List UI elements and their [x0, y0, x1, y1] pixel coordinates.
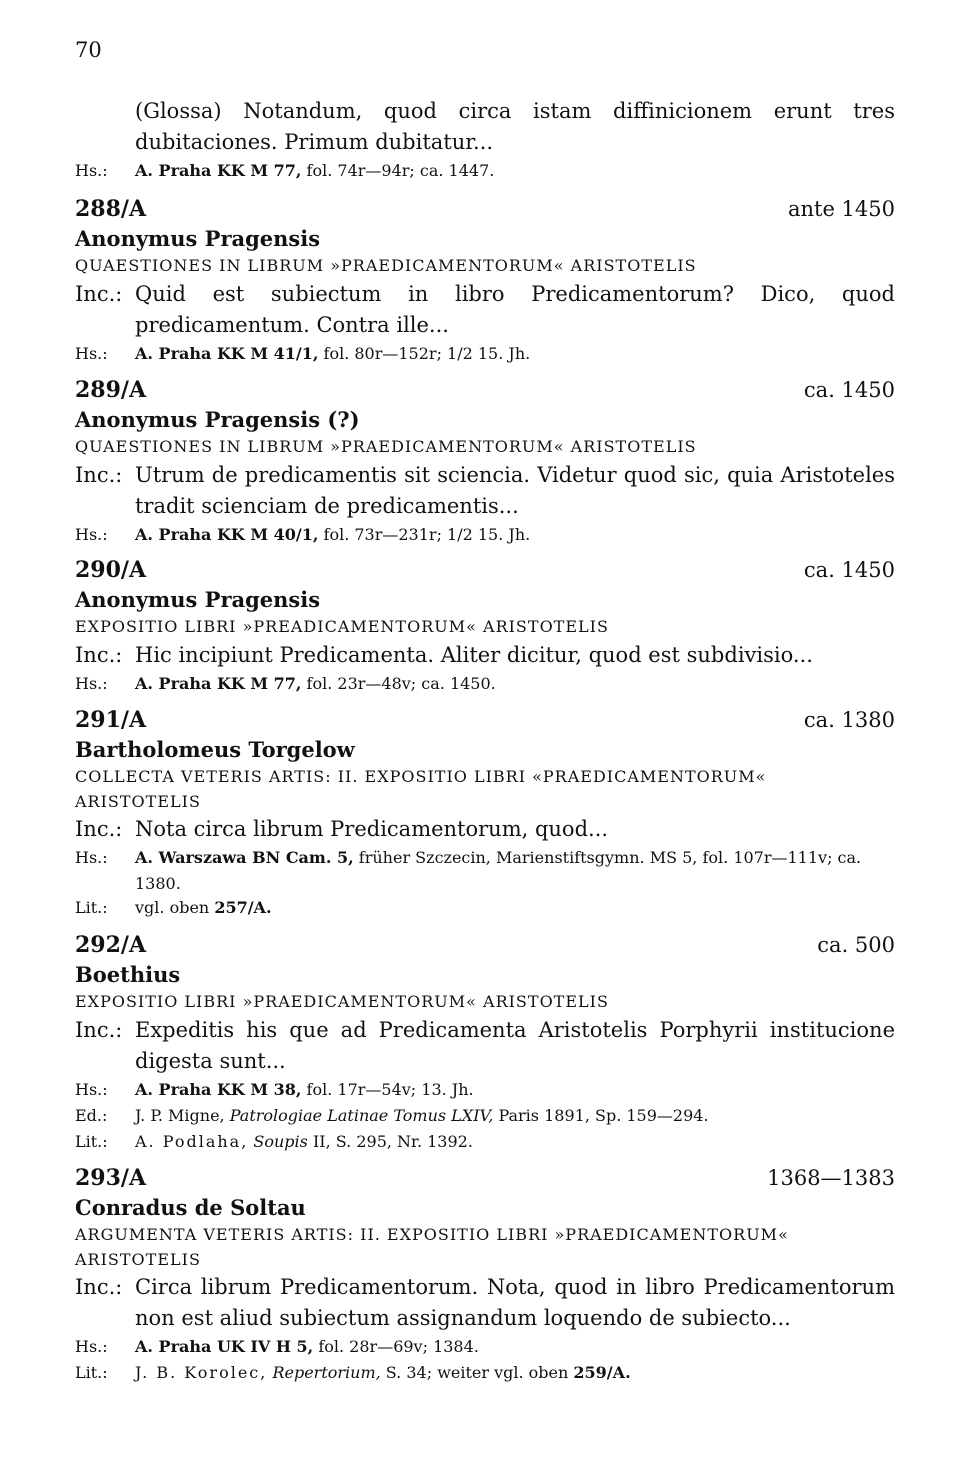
literature-label: Lit.: — [75, 898, 108, 917]
entry-title: EXPOSITIO LIBRI »PRAEDICAMENTORUM« ARISTOTELIS — [75, 992, 609, 1011]
entry-title: QUAESTIONES IN LIBRUM »PRAEDICAMENTORUM« ARISTOTELIS — [75, 437, 697, 456]
entry-date: ante 1450 — [787, 197, 895, 221]
incipit-label: Inc.: — [75, 1275, 123, 1299]
manuscript-text — [135, 671, 895, 697]
folio-info: fol. 17r—54v; 13. Jh. — [301, 1080, 474, 1099]
literature-text — [135, 1360, 895, 1386]
entry-number: 290/A — [75, 557, 147, 583]
catalog-entry-293 — [75, 1163, 895, 1386]
entry-author: Boethius — [75, 962, 181, 987]
entry-author: Conradus de Soltau — [75, 1195, 306, 1220]
entry-title: ARGUMENTA VETERIS ARTIS: II. EXPOSITIO LIBRI »PRAEDICAMENTORUM« ARISTOTELIS — [75, 1225, 789, 1269]
entry-author: Bartholomeus Torgelow — [75, 737, 355, 762]
incipit-text: (Glossa) Notandum, quod circa istam diffinicionem erunt tres dubitaciones. Primum dubitatur... — [135, 99, 895, 154]
literature-work: Soupis — [253, 1132, 308, 1151]
incipit-text: Hic incipiunt Predicamenta. Aliter dicitur, quod est subdivisio... — [135, 643, 813, 667]
literature-author: J. B. Korolec, — [135, 1363, 268, 1382]
cross-reference: 257/A. — [214, 898, 272, 917]
entry-number: 292/A — [75, 932, 147, 958]
literature-label: Lit.: — [75, 1132, 108, 1151]
folio-info: fol. 23r—48v; ca. 1450. — [301, 674, 496, 693]
entry-date: ca. 500 — [817, 933, 895, 957]
incipit-text: Circa librum Predicamentorum. Nota, quod in libro Predicamentorum non est aliud subiectum assignandum loquendo de subiecto... — [135, 1275, 895, 1330]
entry-author: Anonymus Pragensis — [75, 226, 321, 251]
entry-date: 1368—1383 — [767, 1166, 895, 1190]
incipit-label: Inc.: — [75, 463, 123, 487]
catalog-entry-292 — [75, 930, 895, 1155]
incipit-label: Inc.: — [75, 1018, 123, 1042]
incipit-label: Inc.: — [75, 282, 123, 306]
manuscript-line — [75, 845, 895, 895]
incipit-text: Nota circa librum Predicamentorum, quod... — [135, 817, 609, 841]
incipit-line — [75, 1015, 895, 1077]
shelfmark: A. Praha KK M 77, — [135, 674, 302, 693]
folio-info: fol. 73r—231r; 1/2 15. Jh. — [318, 525, 531, 544]
literature-details: II, S. 295, Nr. 1392. — [307, 1132, 473, 1151]
folio-info: früher Szczecin, Marienstiftsgymn. MS 5, fol. 107r—111v; ca. 1380. — [135, 848, 862, 893]
manuscript-label: Hs.: — [75, 848, 108, 867]
incipit-text: Expeditis his que ad Predicamenta Aristotelis Porphyrii institucione digesta sunt... — [135, 1018, 895, 1073]
entry-number: 293/A — [75, 1165, 147, 1191]
incipit-text: Quid est subiectum in libro Predicamentorum? Dico, quod predicamentum. Contra ille... — [135, 282, 895, 337]
entry-heading — [75, 375, 895, 405]
entry-number: 291/A — [75, 707, 147, 733]
incipit-line — [75, 460, 895, 522]
catalog-entry-289 — [75, 375, 895, 548]
incipit-line — [75, 1272, 895, 1334]
shelfmark: A. Praha KK M 40/1, — [135, 525, 319, 544]
entry-heading — [75, 1163, 895, 1193]
manuscript-line — [75, 1077, 895, 1103]
manuscript-line — [75, 1334, 895, 1360]
literature-text — [135, 895, 895, 921]
manuscript-line — [75, 522, 895, 548]
shelfmark: A. Praha UK IV H 5, — [135, 1337, 314, 1356]
shelfmark: A. Praha KK M 41/1, — [135, 344, 319, 363]
manuscript-label: Hs.: — [75, 674, 108, 693]
manuscript-label: Hs.: — [75, 161, 108, 180]
literature-work: Repertorium, — [272, 1363, 381, 1382]
manuscript-label: Hs.: — [75, 344, 108, 363]
entry-number: 288/A — [75, 196, 147, 222]
entry-author: Anonymus Pragensis — [75, 587, 321, 612]
manuscript-line — [75, 671, 895, 697]
edition-label: Ed.: — [75, 1106, 108, 1125]
manuscript-line — [75, 158, 895, 184]
edition-work: Patrologiae Latinae Tomus LXIV, — [229, 1106, 494, 1125]
edition-line — [75, 1103, 895, 1129]
continued-entry — [75, 96, 895, 184]
entry-title: QUAESTIONES IN LIBRUM »PRAEDICAMENTORUM« ARISTOTELIS — [75, 256, 697, 275]
folio-info: fol. 28r—69v; 1384. — [313, 1337, 479, 1356]
entry-heading — [75, 194, 895, 224]
manuscript-text — [135, 341, 895, 367]
literature-label: Lit.: — [75, 1363, 108, 1382]
folio-info: fol. 74r—94r; ca. 1447. — [301, 161, 495, 180]
shelfmark: A. Praha KK M 77, — [135, 161, 302, 180]
incipit-label: Inc.: — [75, 817, 123, 841]
entry-date: ca. 1450 — [803, 558, 895, 582]
incipit-continued — [75, 96, 895, 158]
entry-author: Anonymus Pragensis (?) — [75, 407, 360, 432]
entry-date: ca. 1450 — [803, 378, 895, 402]
incipit-text: Utrum de predicamentis sit sciencia. Videtur quod sic, quia Aristoteles tradit scienciam de predicamentis... — [135, 463, 895, 518]
edition-text — [135, 1103, 895, 1129]
incipit-label: Inc.: — [75, 643, 123, 667]
entry-title: EXPOSITIO LIBRI »PREADICAMENTORUM« ARISTOTELIS — [75, 617, 609, 636]
entry-number: 289/A — [75, 377, 147, 403]
cross-reference: 259/A. — [573, 1363, 631, 1382]
literature-text — [135, 1129, 895, 1155]
manuscript-label: Hs.: — [75, 1337, 108, 1356]
entry-heading — [75, 555, 895, 585]
manuscript-text — [135, 522, 895, 548]
manuscript-label: Hs.: — [75, 1080, 108, 1099]
entry-date: ca. 1380 — [803, 708, 895, 732]
literature-line — [75, 1129, 895, 1155]
manuscript-text — [135, 158, 895, 184]
edition-details: Paris 1891, Sp. 159—294. — [493, 1106, 709, 1125]
edition-author: J. P. Migne, — [135, 1106, 225, 1125]
folio-info: fol. 80r—152r; 1/2 15. Jh. — [318, 344, 531, 363]
incipit-line — [75, 814, 895, 845]
literature-details: S. 34; weiter vgl. oben — [380, 1363, 574, 1382]
literature-line — [75, 1360, 895, 1386]
catalog-entry-291 — [75, 705, 895, 921]
catalog-entry-288 — [75, 194, 895, 367]
manuscript-line — [75, 341, 895, 367]
literature-author: A. Podlaha, — [135, 1132, 249, 1151]
shelfmark: A. Praha KK M 38, — [135, 1080, 302, 1099]
catalog-entry-290 — [75, 555, 895, 697]
entry-heading — [75, 930, 895, 960]
manuscript-text — [135, 1334, 895, 1360]
entry-heading — [75, 705, 895, 735]
literature-note: vgl. oben — [135, 898, 215, 917]
incipit-line — [75, 279, 895, 341]
manuscript-label: Hs.: — [75, 525, 108, 544]
shelfmark: A. Warszawa BN Cam. 5, — [135, 848, 354, 867]
literature-line — [75, 895, 895, 921]
incipit-line — [75, 640, 895, 671]
entry-title: COLLECTA VETERIS ARTIS: II. EXPOSITIO LIBRI «PRAEDICAMENTORUM« ARISTOTELIS — [75, 767, 767, 811]
page-number: 70 — [75, 38, 102, 62]
manuscript-text — [135, 845, 895, 895]
manuscript-text — [135, 1077, 895, 1103]
